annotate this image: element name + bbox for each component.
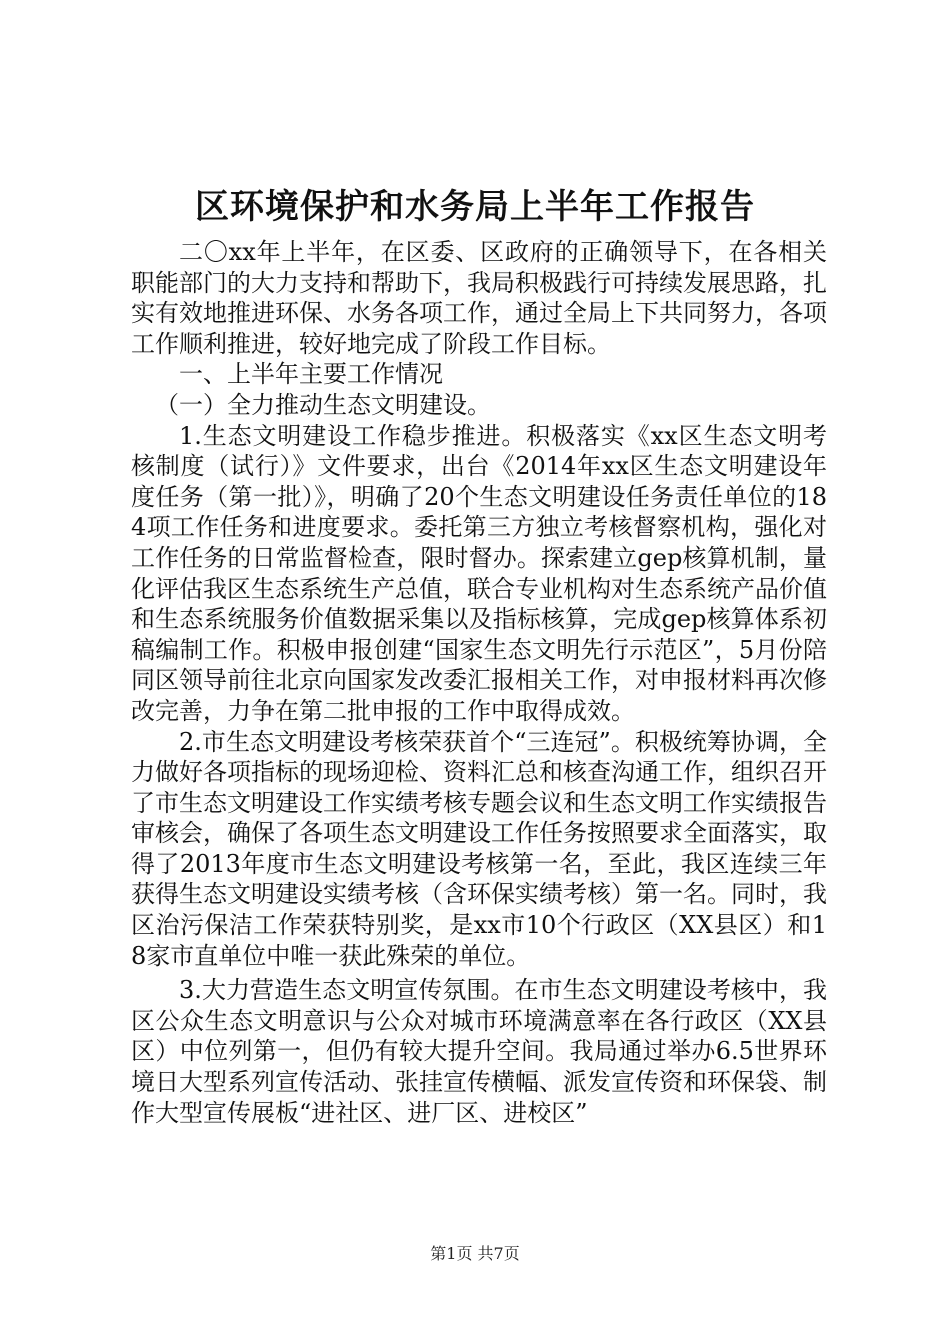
paragraph-item-3: 3.大力营造生态文明宣传氛围。在市生态文明建设考核中，我区公众生态文明意识与公众对城市环境满意率在各行政区（XX县区）中位列第一，但仍有较大提升空间。我局通过举办6.5世界环境日大型系列宣传活动、张挂宣传横幅、派发宣传资和环保袋、制作大型宣传展板“进社区、进厂区、进校区” [131,976,827,1127]
document-title: 区环境保护和水务局上半年工作报告 [195,187,755,227]
paragraph-item-2: 2.市生态文明建设考核荣获首个“三连冠”。积极统筹协调，全力做好各项指标的现场迎检、资料汇总和核查沟通工作，组织召开了市生态文明建设工作实绩考核专题会议和生态文明工作实绩报告审核会，确保了各项生态文明建设工作任务按照要求全面落实，取得了2013年度市生态文明建设考核第一名，至此，我区连续三年获得生态文明建设实绩考核（含环保实绩考核）第一名。同时，我区治污保洁工作荣获特别奖，是xx市10个行政区（XX县区）和18家市直单位中唯一获此殊荣的单位。 [131,727,827,970]
paragraph-intro: 二〇xx年上半年，在区委、区政府的正确领导下，在各相关职能部门的大力支持和帮助下，我局积极践行可持续发展思路，扎实有效地推进环保、水务各项工作，通过全局上下共同努力，各项工作顺利推进，较好地完成了阶段工作目标。 [131,238,827,358]
document-body [131,237,827,1128]
subsection-heading: （一）全力推动生态文明建设。 [155,390,491,419]
paragraph-item-1: 1.生态文明建设工作稳步推进。积极落实《xx区生态文明考核制度（试行）》文件要求，出台《2014年xx区生态文明建设年度任务（第一批）》，明确了20个生态文明建设任务责任单位的184项工作任务和进度要求。委托第三方独立考核督察机构，强化对工作任务的日常监督检查，限时督办。探索建立gep核算机制，量化评估我区生态系统生产总值，联合专业机构对生态系统产品价值和生态系统服务价值数据采集以及指标核算，完成gep核算体系初稿编制工作。积极申报创建“国家生态文明先行示范区”，5月份陪同区领导前往北京向国家发改委汇报相关工作，对申报材料再次修改完善，力争在第二批申报的工作中取得成效。 [131,421,827,725]
section-heading: 一、上半年主要工作情况 [179,360,443,389]
page-footer: 第1页 共7页 [430,1244,520,1263]
